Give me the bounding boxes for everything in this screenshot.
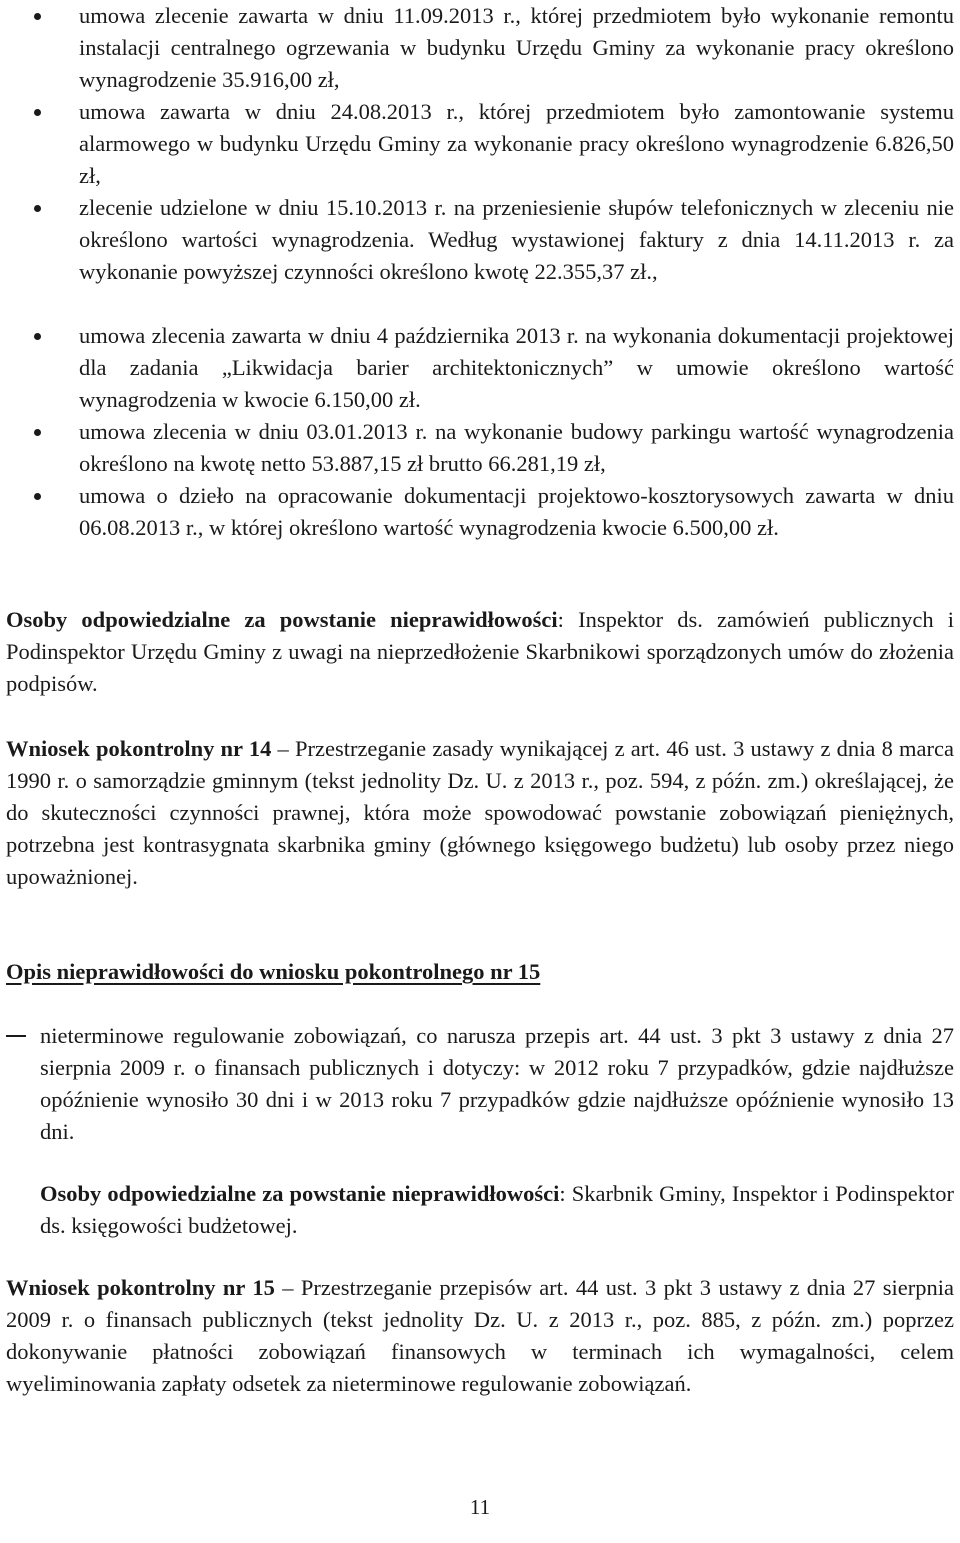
list-item-text: umowa zlecenie zawarta w dniu 11.09.2013 r., której przedmiotem było wykonanie remontu instalacji centralnego ogrzewania w budynku Urzędu Gminy za wykonanie pracy określono wynagrodzenie 35.916,00 zł, bbox=[79, 3, 954, 92]
list-item-text: umowa zlecenia w dniu 03.01.2013 r. na wykonanie budowy parkingu wartość wynagrodzenia określono na kwotę netto 53.887,15 zł brutto 66.281,19 zł, bbox=[79, 419, 954, 476]
bullet-icon bbox=[34, 109, 41, 116]
list-item-text: zlecenie udzielone w dniu 15.10.2013 r. na przeniesienie słupów telefonicznych w zleceniu nie określono wartości wynagrodzenia. Według wystawionej faktury z dnia 14.11.2013 r. za wykonanie powyższej czynności określono kwotę 22.355,37 zł., bbox=[79, 195, 954, 284]
recommendation-14-paragraph bbox=[6, 733, 954, 893]
list-item bbox=[0, 192, 960, 288]
responsible-persons-label: Osoby odpowiedzialne za powstanie nieprawidłowości bbox=[40, 1181, 560, 1206]
list-item bbox=[0, 96, 960, 192]
list-item-text: nieterminowe regulowanie zobowiązań, co narusza przepis art. 44 ust. 3 pkt 3 ustawy z dnia 27 sierpnia 2009 r. o finansach publicznych i dotyczy: w 2012 roku 7 przypadków, gdzie najdłuższe opóźnienie wynosiło 30 dni i w 2013 roku 7 przypadków gdzie najdłuższe opóźnienie wynosiło 13 dni. bbox=[40, 1023, 954, 1144]
responsible-persons-label: Osoby odpowiedzialne za powstanie nieprawidłowości bbox=[6, 607, 558, 632]
recommendation-15-text: – Przestrzeganie przepisów art. 44 ust. 3 pkt 3 ustawy z dnia 27 sierpnia 2009 r. o finansach publicznych (tekst jednolity Dz. U. z 2013 r., poz. 885, z późn. zm.) poprzez dokonywanie płatności zobowiązań finansowych w terminach ich wymagalności, celem wyeliminowania zapłaty odsetek za nieterminowe regulowanie zobowiązań. bbox=[6, 1275, 954, 1396]
list-item-text: umowa o dzieło na opracowanie dokumentacji projektowo-kosztorysowych zawarta w dniu 06.08.2013 r., w której określono wartość wynagrodzenia kwocie 6.500,00 zł. bbox=[79, 483, 954, 540]
list-item bbox=[0, 480, 960, 544]
recommendation-14-label: Wniosek pokontrolny nr 14 bbox=[6, 736, 272, 761]
bullet-icon bbox=[34, 333, 41, 340]
bullet-icon bbox=[34, 13, 41, 20]
list-item-text: umowa zlecenia zawarta w dniu 4 października 2013 r. na wykonania dokumentacji projektowej dla zadania „Likwidacja barier architektonicznych” w umowie określono wartość wynagrodzenia w kwocie 6.150,00 zł. bbox=[79, 323, 954, 412]
responsible-persons-paragraph bbox=[6, 604, 954, 700]
section-heading: Opis nieprawidłowości do wniosku pokontrolnego nr 15 bbox=[6, 959, 541, 984]
dash-icon bbox=[6, 1035, 26, 1037]
responsible-persons-text: : Inspektor ds. zamówień publicznych i Podinspektor Urzędu Gminy z uwagi na nieprzedłożenie Skarbnikowi sporządzonych umów do złożenia podpisów. bbox=[6, 607, 954, 696]
responsible-persons-text: : Skarbnik Gminy, Inspektor i Podinspektor ds. księgowości budżetowej. bbox=[40, 1181, 954, 1238]
recommendation-15-label: Wniosek pokontrolny nr 15 bbox=[6, 1275, 275, 1300]
list-item bbox=[0, 320, 960, 416]
page-number: 11 bbox=[469, 1495, 491, 1519]
recommendation-14-text: – Przestrzeganie zasady wynikającej z art. 46 ust. 3 ustawy z dnia 8 marca 1990 r. o samorządzie gminnym (tekst jednolity Dz. U. z 2013 r., poz. 594, z późn. zm.) określającej, że do skuteczności czynności prawnej, która może spowodować powstanie zobowiązań pieniężnych, potrzebna jest kontrasygnata skarbnika gminy (głównego księgowego budżetu) lub osoby przez niego upoważnionej. bbox=[6, 736, 954, 889]
list-item bbox=[0, 416, 960, 480]
responsible-persons-paragraph bbox=[40, 1178, 954, 1242]
list-item bbox=[0, 0, 960, 96]
bullet-icon bbox=[34, 429, 41, 436]
bullet-icon bbox=[34, 205, 41, 212]
bullet-icon bbox=[34, 493, 41, 500]
list-item-text: umowa zawarta w dniu 24.08.2013 r., której przedmiotem było zamontowanie systemu alarmowego w budynku Urzędu Gminy za wykonanie pracy określono wynagrodzenie 6.826,50 zł, bbox=[79, 99, 954, 188]
recommendation-15-paragraph bbox=[6, 1272, 954, 1400]
